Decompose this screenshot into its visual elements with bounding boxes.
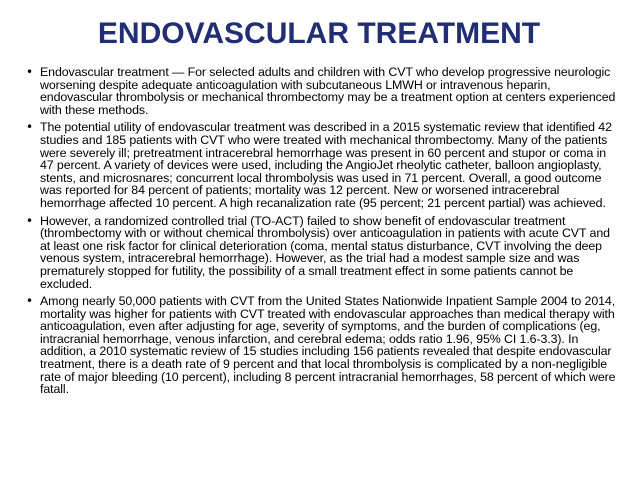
slide-title: ENDOVASCULAR TREATMENT — [97, 17, 541, 50]
bullet-text: Endovascular treatment — For selected adults and children with CVT who develop progressive neurologic worsening despite adequate anticoagulation with subcutaneous LMWH or intravenous heparin, endovascular thrombolysis or mechanical thrombectomy may be a treatment option at centers experienced with these methods. — [40, 65, 616, 117]
bullet-icon: • — [26, 120, 33, 135]
bullet-icon: • — [26, 65, 33, 79]
bullet-item — [26, 121, 618, 209]
bullet-list — [26, 66, 618, 401]
bullet-text: The potential utility of endovascular treatment was described in a 2015 systematic review that identified 42 studies and 185 patients with CVT who were treated with mechanical thrombectomy. Many of the patients were severely ill; pretreatment intracerebral hemorrhage was present in 60 percent and stupor or coma in 47 percent. A variety of devices were used, including the AngioJet rheolytic catheter, balloon angioplasty, stents, and microsnares; concurrent local thrombolysis was used in 71 percent. Overall, a good outcome was reported for 84 percent of patients; mortality was 12 percent. New or worsened intracerebral hemorrhage affected 10 percent. A high recanalization rate (95 percent; 21 percent partial) was achieved. — [40, 120, 612, 210]
bullet-item — [26, 215, 618, 291]
bullet-item — [26, 295, 618, 396]
bullet-text: However, a randomized controlled trial (TO-ACT) failed to show benefit of endovascular treatment (thrombectomy with or without chemical thrombolysis) over anticoagulation in patients with acute CVT and at least one risk factor for clinical deterioration (coma, mental status disturbance, CVT involving the deep venous system, intracerebral hemorrhage). However, as the trial had a modest sample size and was prematurely stopped for futility, the possibility of a small treatment effect in some patients cannot be excluded. — [40, 213, 610, 291]
bullet-icon: • — [26, 213, 33, 228]
bullet-icon: • — [26, 294, 33, 309]
bullet-text: Among nearly 50,000 patients with CVT from the United States Nationwide Inpatient Sample 2004 to 2014, mortality was higher for patients with CVT treated with endovascular approaches than medical therapy with anticoagulation, even after adjusting for age, severity of symptoms, and the burden of complications (eg, intracranial hemorrhage, venous infarction, and cerebral edema; odds ratio 1.96, 95% CI 1.6-3.3). In addition, a 2010 systematic review of 15 studies including 156 patients revealed that despite endovascular treatment, there is a death rate of 9 percent and that local thrombolysis is complicated by a non-negligible rate of major bleeding (10 percent), including 8 percent intracranial hemorrhages, 58 percent of which were fatall. — [40, 294, 616, 397]
bullet-item — [26, 66, 618, 116]
